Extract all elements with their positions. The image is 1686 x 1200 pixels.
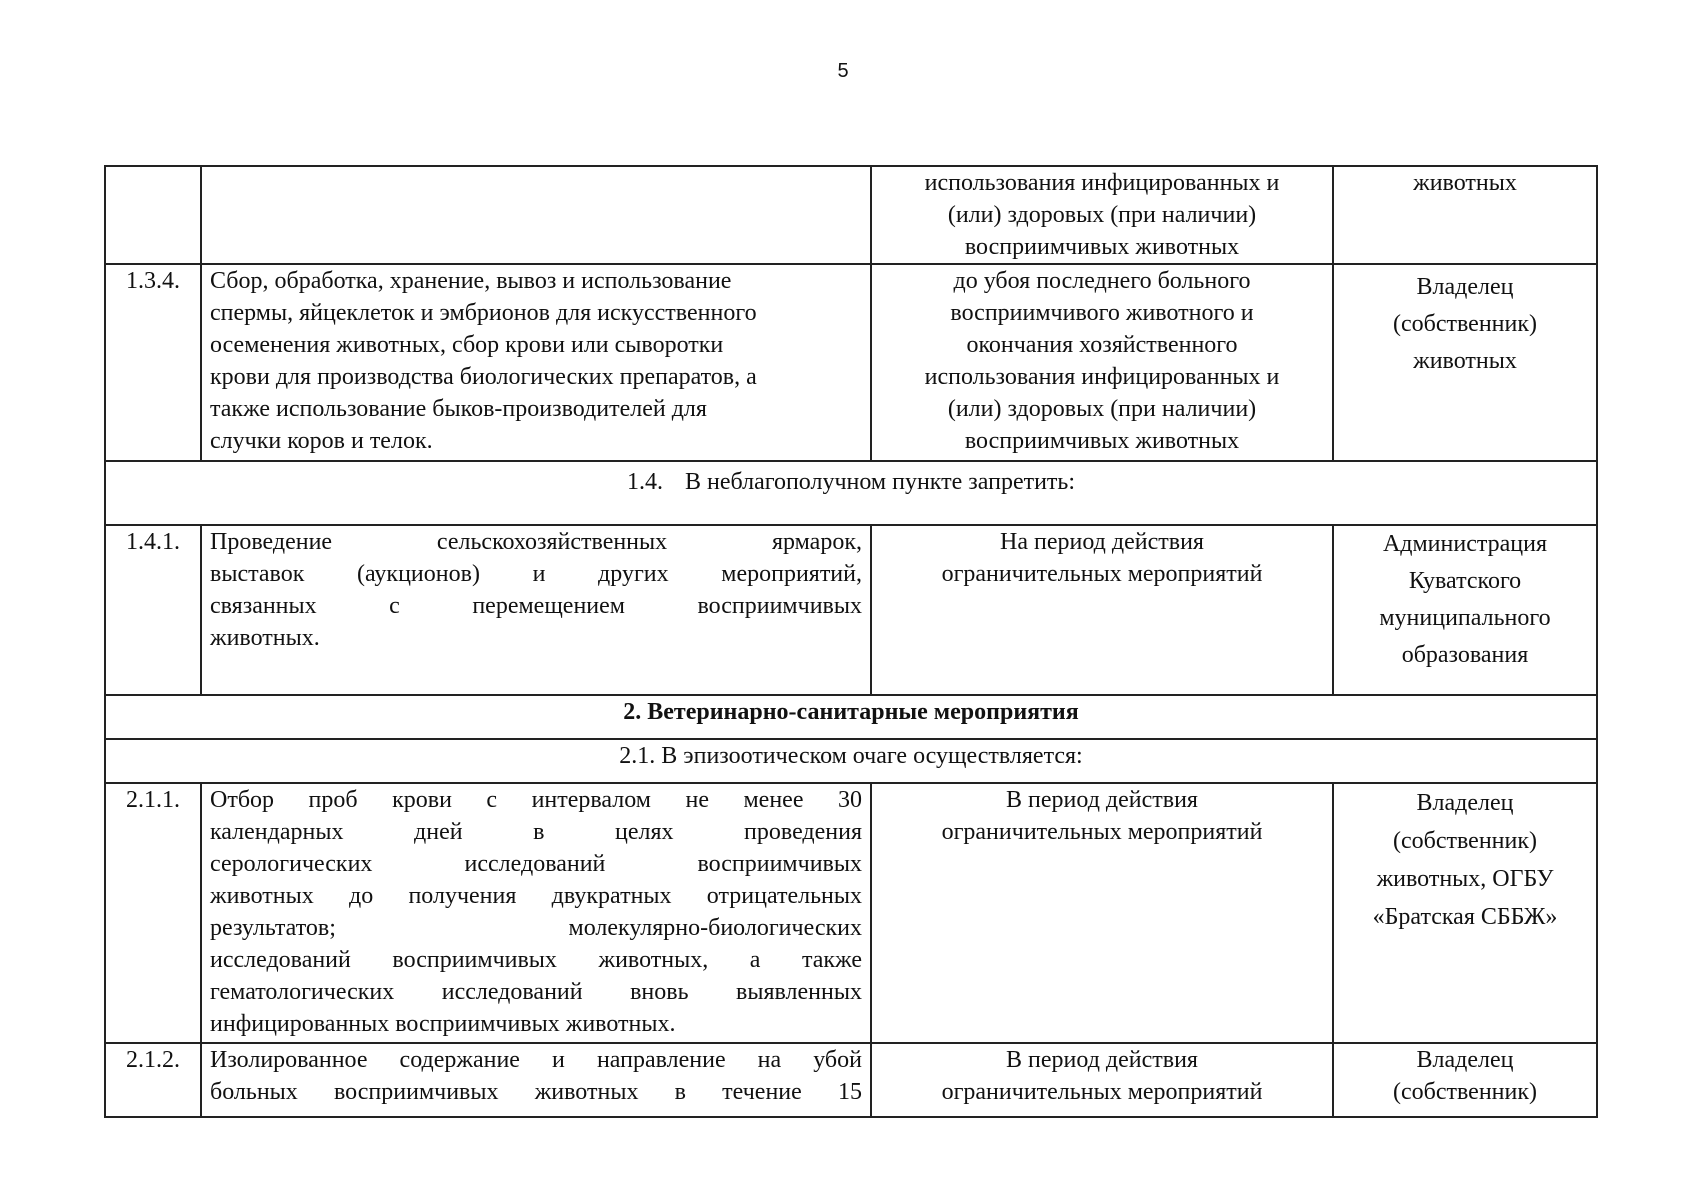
term-line: использования инфицированных и [924,364,1280,390]
section-row [105,461,1597,525]
responsible-line: «Братская СББЖ» [1372,904,1558,930]
responsible-line: Владелец [1416,1047,1514,1073]
responsible-line: образования [1401,642,1529,668]
section-title: В неблагополучном пункте запретить: [684,469,1076,495]
table-row [105,525,1597,695]
responsible-line: (собственник) [1392,1079,1538,1105]
responsible-line: (собственник) [1392,828,1538,854]
section-row [105,695,1597,739]
section-row [105,739,1597,783]
term-line: восприимчивых животных [964,234,1240,260]
term-line: до убоя последнего больного [953,268,1251,294]
term-line: восприимчивого животного и [950,300,1254,326]
description-line: Сбор, обработка, хранение, вывоз и использование [210,268,732,294]
row-number: 2.1.1. [105,783,201,1043]
term-line: восприимчивых животных [964,428,1240,454]
section-title: 2.1. В эпизоотическом очаге осуществляется: [619,743,1083,769]
subsection-heading [105,739,1597,783]
responsible-cell [1333,264,1597,461]
term-cell [871,166,1333,264]
responsible-line: Администрация [1382,531,1548,557]
section-number: 1.4. [626,469,663,495]
responsible-cell [1333,783,1597,1043]
term-line: ограничительных мероприятий [941,561,1263,587]
measure-description-cell [201,1043,871,1117]
term-line: В период действия [1006,1047,1198,1073]
term-cell [871,783,1333,1043]
term-line: В период действия [1006,787,1198,813]
row-number: 1.4.1. [105,525,201,695]
description-line: животных. [210,625,320,651]
description-line: инфицированных восприимчивых животных. [210,1011,676,1037]
responsible-line: животных [1413,348,1517,374]
term-line: ограничительных мероприятий [941,819,1263,845]
term-line: использования инфицированных и [924,170,1280,196]
term-cell [871,264,1333,461]
measures-table [104,165,1598,1118]
term-cell [871,525,1333,695]
section-title: 2. Ветеринарно-санитарные мероприятия [623,699,1079,725]
row-number: 2.1.2. [105,1043,201,1117]
description-line: спермы, яйцеклеток и эмбрионов для искусственного [210,300,757,326]
term-line: На период действия [1000,529,1204,555]
table-row [105,1043,1597,1117]
description-line: осеменения животных, сбор крови или сыворотки [210,332,724,358]
term-line: окончания хозяйственного [966,332,1238,358]
responsible-line: Куватского [1408,568,1522,594]
page-number: 5 [837,60,849,82]
description-line: больных восприимчивых животных в течение 15 [210,1079,862,1105]
description-line: выставок (аукционов) и других мероприятий, [210,561,862,587]
description-line: Проведение сельскохозяйственных ярмарок, [210,529,862,555]
table-row [105,783,1597,1043]
measure-description-cell [201,525,871,695]
description-line: результатов; молекулярно-биологических [210,915,862,941]
row-number: 1.3.4. [105,264,201,461]
description-line: исследований восприимчивых животных, а также [210,947,862,973]
section-heading [105,695,1597,739]
description-line: случки коров и телок. [210,428,433,454]
measure-description-cell [201,264,871,461]
responsible-line: Владелец [1416,790,1514,816]
responsible-line: (собственник) [1392,311,1538,337]
responsible-line: муниципального [1379,605,1551,631]
term-line: (или) здоровых (при наличии) [947,202,1257,228]
table-row [105,166,1597,264]
description-line: крови для производства биологических препаратов, а [210,364,757,390]
term-line: ограничительных мероприятий [941,1079,1263,1105]
row-number-cell [105,166,201,264]
responsible-cell [1333,525,1597,695]
description-line: также использование быков-производителей для [210,396,707,422]
measure-description-cell [201,166,871,264]
responsible-cell [1333,166,1597,264]
responsible-cell [1333,1043,1597,1117]
table-row [105,264,1597,461]
measure-description-cell [201,783,871,1043]
description-line: Изолированное содержание и направление на убой [210,1047,862,1073]
term-line: (или) здоровых (при наличии) [947,396,1257,422]
description-line: Отбор проб крови с интервалом не менее 30 [210,787,862,813]
description-line: гематологических исследований вновь выявленных [210,979,862,1005]
description-line: календарных дней в целях проведения [210,819,862,845]
section-heading [105,461,1597,525]
description-line: серологических исследований восприимчивых [210,851,862,877]
responsible-line: животных [1413,170,1517,196]
responsible-line: Владелец [1416,274,1514,300]
description-line: животных до получения двукратных отрицательных [210,883,862,909]
term-cell [871,1043,1333,1117]
responsible-line: животных, ОГБУ [1376,866,1554,892]
description-line: связанных с перемещением восприимчивых [210,593,862,619]
